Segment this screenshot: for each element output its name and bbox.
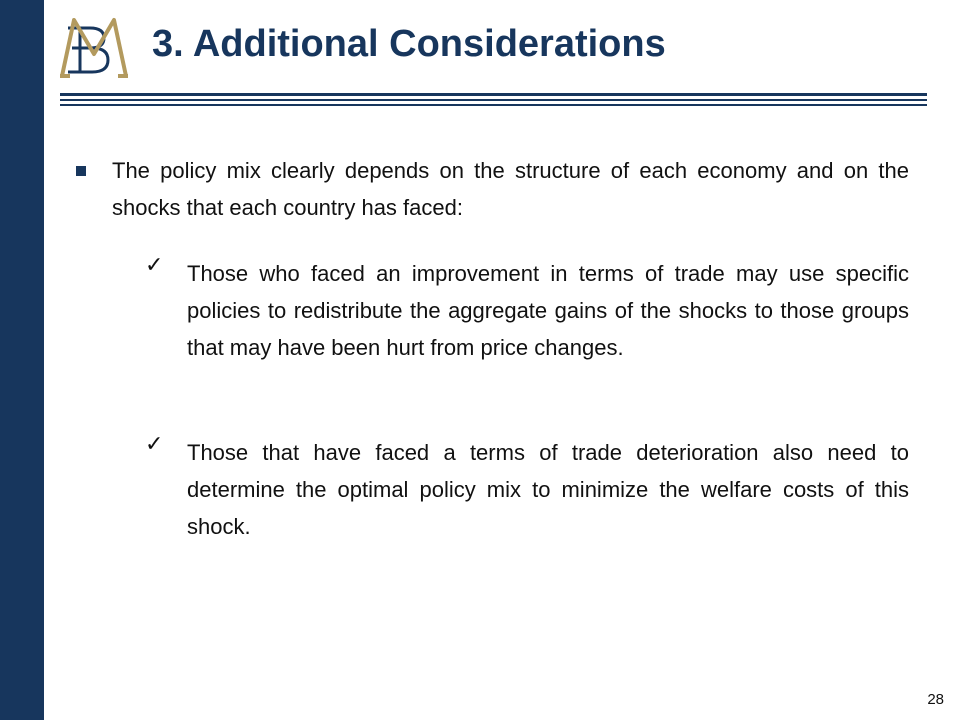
square-bullet-icon bbox=[76, 166, 86, 176]
main-bullet-text: The policy mix clearly depends on the structure of each economy and on the shocks that each country has faced: bbox=[112, 158, 909, 220]
checkmark-icon: ✓ bbox=[145, 253, 164, 278]
checkmark-icon: ✓ bbox=[145, 432, 164, 457]
sub-bullet-text: Those that have faced a terms of trade deterioration also need to determine the optimal policy mix to minimize the welfare costs of this shock. bbox=[187, 440, 909, 539]
page-title: 3. Additional Considerations bbox=[152, 23, 666, 65]
sub-bullet-text: Those who faced an improvement in terms of trade may use specific policies to redistribute the aggregate gains of the shocks to those groups that may have been hurt from price changes. bbox=[187, 261, 909, 360]
page-number: 28 bbox=[927, 691, 944, 708]
